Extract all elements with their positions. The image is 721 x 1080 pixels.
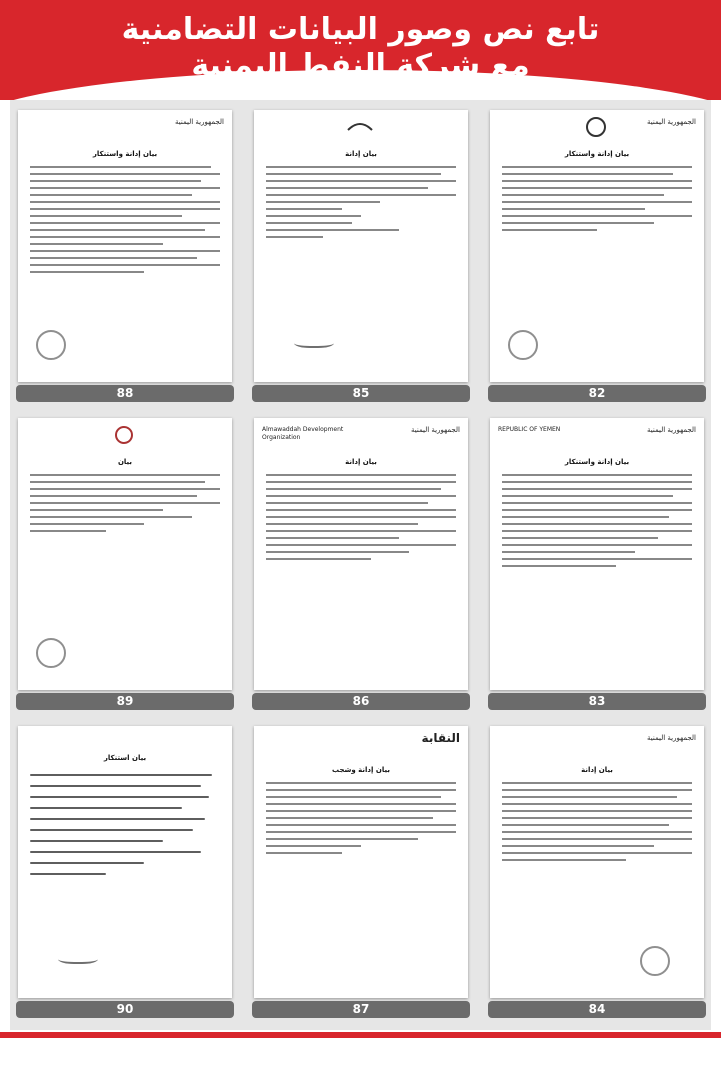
document-heading: بيان إدانة واستنكار [564,150,630,158]
document-image [490,110,704,382]
letterhead-text: الجمهورية اليمنية [646,118,696,126]
document-image [18,110,232,382]
document-image [254,110,468,382]
document-number: 83 [488,693,706,710]
document-image [254,726,468,998]
document-card[interactable] [12,412,238,712]
document-image [254,418,468,690]
footer [0,1042,721,1080]
letterhead-text: الجمهورية اليمنية [646,734,696,742]
document-image [18,726,232,998]
document-card[interactable] [248,104,474,404]
letterhead-text: الجمهورية اليمنية [174,118,224,126]
document-heading: بيان استنكار [103,754,147,762]
signature-icon [294,336,334,348]
document-card[interactable] [484,104,710,404]
document-card[interactable] [12,104,238,404]
letterhead-text: الجمهورية اليمنية [646,426,696,434]
document-number: 86 [252,693,470,710]
logo-icon [110,424,138,446]
document-number: 85 [252,385,470,402]
title-line-2: مع شركة النفط اليمنية [191,48,530,83]
document-number: 90 [16,1001,234,1018]
document-heading: بيان إدانة [581,766,613,774]
document-card[interactable] [484,412,710,712]
logo-icon [346,116,374,138]
letterhead-en: REPUBLIC OF YEMEN [498,426,561,433]
signature-icon [58,952,98,964]
logo-icon [582,116,610,138]
letterhead-en: Almawaddah Development Organization [262,426,344,441]
document-heading: بيان إدانة وشجب [332,766,390,774]
document-image [490,726,704,998]
document-number: 87 [252,1001,470,1018]
document-card[interactable] [12,720,238,1020]
stamp-icon [508,330,538,360]
document-card[interactable] [484,720,710,1020]
stamp-icon [36,330,66,360]
document-number: 84 [488,1001,706,1018]
page-title [0,12,721,84]
letterhead-text: النقابة [421,731,460,745]
page-header [0,0,721,100]
document-image [18,418,232,690]
document-card[interactable] [248,412,474,712]
stamp-icon [36,638,66,668]
document-image [490,418,704,690]
stamp-icon [640,946,670,976]
documents-grid [10,100,711,1030]
document-heading: بيان إدانة [345,458,377,466]
document-card[interactable] [248,720,474,1020]
document-number: 89 [16,693,234,710]
document-heading: بيان إدانة واستنكار [92,150,158,158]
document-number: 88 [16,385,234,402]
document-heading: بيان إدانة [345,150,377,158]
document-heading: بيان [117,458,133,466]
footer-accent [0,1032,721,1038]
letterhead-text: الجمهورية اليمنية [410,426,460,434]
document-number: 82 [488,385,706,402]
document-heading: بيان إدانة واستنكار [564,458,630,466]
title-line-1: تابع نص وصور البيانات التضامنية [121,12,600,47]
